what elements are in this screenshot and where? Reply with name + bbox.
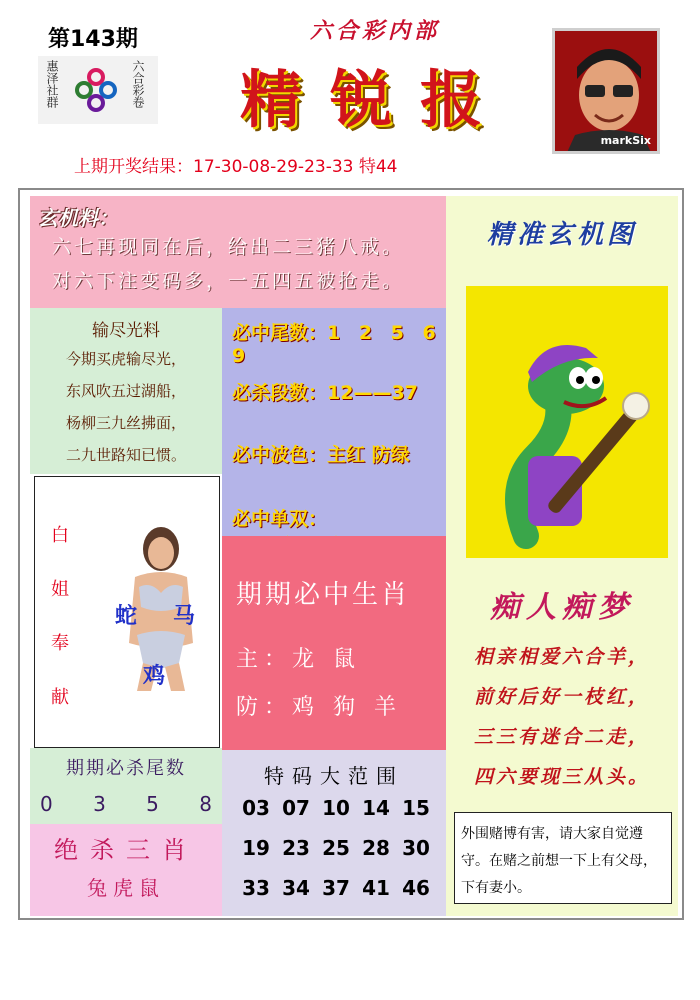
dedication-char: 献 xyxy=(51,687,69,708)
tail-kill-number: 8 xyxy=(199,792,212,816)
prediction-label: 必中单双： xyxy=(232,508,328,530)
logo-left-text: 惠泽社群 xyxy=(45,60,59,108)
special-number: 41 xyxy=(362,876,390,900)
dedication-char: 姐 xyxy=(51,579,69,600)
photo-zodiac: 鸡 xyxy=(143,663,166,689)
special-number: 23 xyxy=(282,836,310,860)
dedication-char: 奉 xyxy=(51,633,69,654)
gambling-warning-box xyxy=(454,812,672,904)
poem-title: 输尽光料 xyxy=(92,321,160,341)
prediction-label: 必中尾数： xyxy=(232,322,328,344)
chiren-line: 前好后好一枝红， xyxy=(473,686,650,708)
logo-emblem-icon xyxy=(74,68,118,112)
chiren-line: 相亲相爱六合羊， xyxy=(473,646,650,668)
tail-kill-title: 期期必杀尾数 xyxy=(66,758,186,779)
issue-number: 第143期 xyxy=(48,27,138,52)
logo-right-text: 六合彩卷 xyxy=(131,60,145,108)
photo-zodiac: 蛇 xyxy=(115,603,138,629)
riddle-image xyxy=(466,286,668,558)
prediction-value: 1 2 5 6 9 xyxy=(232,322,442,367)
xuanji-title: 玄机料： xyxy=(38,206,118,230)
poem-line: 杨柳三九丝拂面， xyxy=(65,414,186,432)
chiren-line: 三三有迷合二走， xyxy=(473,726,650,748)
photo-section xyxy=(30,474,222,748)
photo-zodiac: 马 xyxy=(173,603,196,629)
portrait-photo xyxy=(552,28,660,154)
special-number: 07 xyxy=(282,796,310,820)
special-number: 37 xyxy=(322,876,350,900)
special-number: 30 xyxy=(402,836,430,860)
gambling-warning-text: 外围赌博有害，请大家自觉遵守。在赌之前想一下上有父母，下有妻小。 xyxy=(461,826,657,896)
prediction-wave-color xyxy=(232,440,410,467)
special-number: 28 xyxy=(362,836,390,860)
page-title: 精锐报 xyxy=(240,63,511,136)
kill-three-value: 兔虎鼠 xyxy=(87,876,165,900)
prediction-tail-numbers xyxy=(232,318,446,367)
chiren-title: 痴人痴梦 xyxy=(490,590,634,625)
last-draw-result: 上期开奖结果：17-30-08-29-23-33 特44 xyxy=(74,157,398,177)
special-number: 25 xyxy=(322,836,350,860)
portrait-badge: markSix xyxy=(600,134,651,147)
riddle-image-title: 精准玄机图 xyxy=(486,220,637,250)
zodiac-pick-main: 主：龙 鼠 xyxy=(236,647,361,672)
prediction-label: 必杀段数： xyxy=(232,382,328,404)
prediction-value: 主红 防绿 xyxy=(327,444,410,466)
tail-kill-section xyxy=(30,748,222,824)
xuanji-line: 六七再现同在后，给出二三猪八戒。 xyxy=(52,236,405,258)
dedication-char: 白 xyxy=(51,525,69,546)
photo-frame xyxy=(34,476,220,748)
xuanji-line: 对六下注变码多，一五四五被抢走。 xyxy=(52,270,405,292)
special-number: 19 xyxy=(242,836,270,860)
special-number: 34 xyxy=(282,876,310,900)
special-numbers-title: 特码大范围 xyxy=(264,764,404,788)
tail-kill-number: 5 xyxy=(146,792,159,816)
poem-line: 东风吹五过湖船， xyxy=(65,382,186,400)
special-number: 14 xyxy=(362,796,390,820)
kill-three-title: 绝杀三肖 xyxy=(54,836,198,864)
zodiac-pick-title: 期期必中生肖 xyxy=(236,580,411,610)
poem-section xyxy=(30,308,222,474)
special-number: 15 xyxy=(402,796,430,820)
poem-line: 二九世路知已惯。 xyxy=(65,446,186,464)
kill-three-section xyxy=(30,824,222,916)
zodiac-pick-backup: 防：鸡 狗 羊 xyxy=(236,695,402,720)
chiren-line: 四六要现三从头。 xyxy=(473,766,650,788)
prediction-value: 12——37 xyxy=(327,382,418,404)
prediction-label: 必中波色： xyxy=(232,444,328,466)
xuanji-section xyxy=(30,196,446,308)
prediction-kill-range xyxy=(232,378,418,405)
poem-line: 今期买虎输尽光， xyxy=(65,350,186,368)
special-number: 03 xyxy=(242,796,270,820)
header-tagline: 六合彩内部 xyxy=(310,18,441,44)
tail-kill-number: 3 xyxy=(93,792,106,816)
special-numbers-grid xyxy=(236,794,436,902)
zodiac-pick-section xyxy=(222,536,446,750)
special-number: 10 xyxy=(322,796,350,820)
special-number: 46 xyxy=(402,876,430,900)
special-numbers-section xyxy=(222,750,446,916)
tail-kill-number: 0 xyxy=(40,792,53,816)
right-column xyxy=(446,196,678,916)
predictions-section xyxy=(222,308,446,536)
brand-logo xyxy=(38,56,158,124)
special-number: 33 xyxy=(242,876,270,900)
snake-baseball-cartoon-icon xyxy=(466,286,668,558)
tail-kill-numbers xyxy=(40,792,212,816)
